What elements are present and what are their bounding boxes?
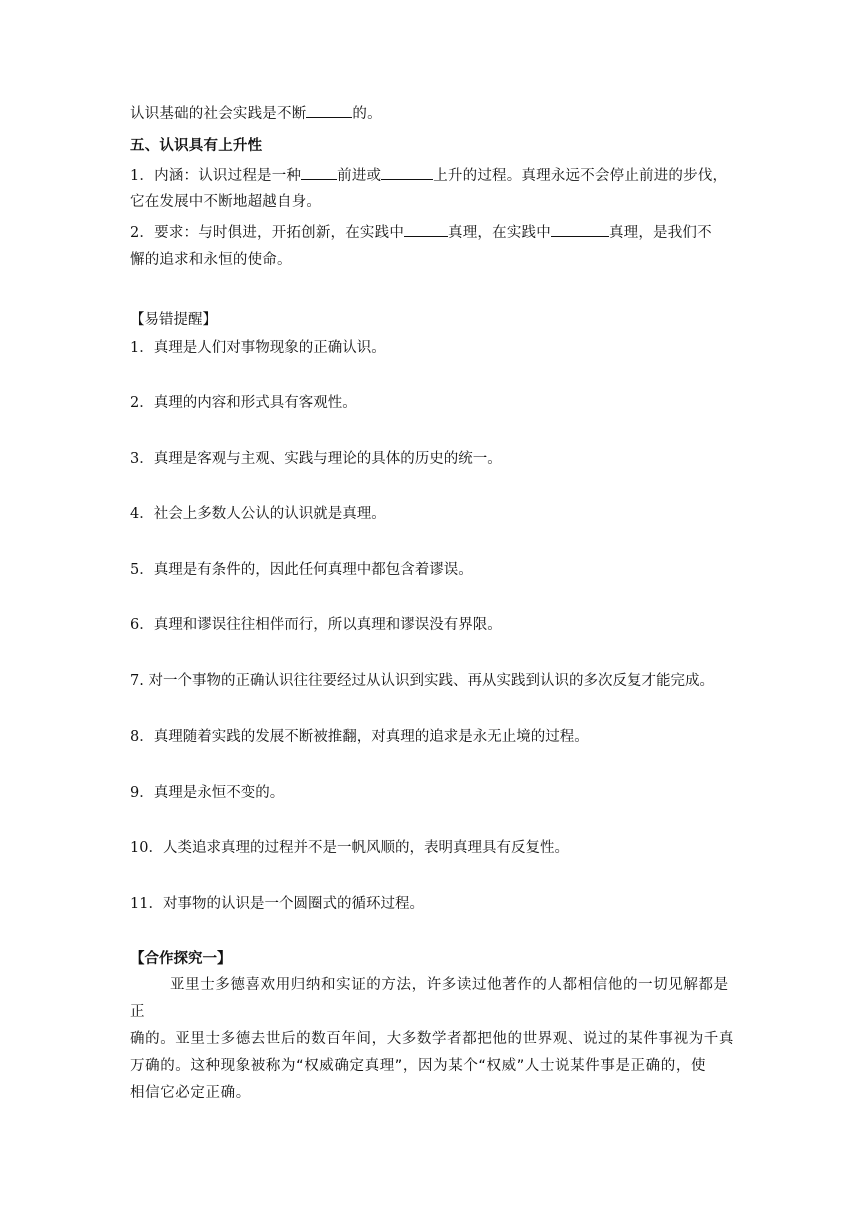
reminder-item: 7. 对一个事物的正确认识往往要经过从认识到实践、再从实践到认识的多次反复才能完成。 <box>130 673 714 689</box>
connotation-after: 上升的过程。真理永远不会停止前进的步伐， <box>433 168 728 184</box>
connotation-line-2: 它在发展中不断地超越自身。 <box>130 194 322 210</box>
reminder-item: 6．真理和谬误往往相伴而行，所以真理和谬误没有界限。 <box>130 617 502 633</box>
reminder-item: 3．真理是客观与主观、实践与理论的具体的历史的统一。 <box>130 451 502 467</box>
reminder-item: 5．真理是有条件的，因此任何真理中都包含着谬误。 <box>130 562 473 578</box>
connotation-prefix: 1．内涵：认识过程是一种 <box>130 168 302 184</box>
requirement-prefix: 2．要求：与时俱进，开拓创新，在实践中 <box>130 225 405 241</box>
fill-blank[interactable] <box>306 103 352 118</box>
explore-title: 【合作探究一】 <box>130 951 232 967</box>
requirement-after: 真理，是我们不 <box>608 225 712 241</box>
fill-blank[interactable] <box>301 165 337 180</box>
paragraph-line: 相信它必定正确。 <box>130 1085 251 1101</box>
reminder-item: 10．人类追求真理的过程并不是一帆风顺的，表明真理具有反复性。 <box>130 840 569 856</box>
reminder-item: 2．真理的内容和形式具有客观性。 <box>130 395 357 411</box>
practice-text-after: 的。 <box>352 106 382 122</box>
paragraph-line: 亚里士多德喜欢用归纳和实证的方法，许多读过他著作的人都相信他的一切见解都是正 <box>130 977 729 1020</box>
reminder-item: 4．社会上多数人公认的认识就是真理。 <box>130 506 386 522</box>
fill-blank[interactable] <box>381 165 433 180</box>
practice-sentence <box>130 103 740 124</box>
reminder-item: 8．真理随着实践的发展不断被推翻，对真理的追求是永无止境的过程。 <box>130 729 589 745</box>
paragraph-line: 万确的。这种现象被称为“权威确定真理”，因为某个“权威”人士说某件事是正确的，使 <box>130 1058 707 1074</box>
reminder-item: 1．真理是人们对事物现象的正确认识。 <box>130 340 386 356</box>
requirement-line-2: 懈的追求和永恒的使命。 <box>130 252 292 268</box>
reminder-item: 11．对事物的认识是一个圆圈式的循环过程。 <box>130 896 424 912</box>
fill-blank[interactable] <box>404 222 448 237</box>
practice-text-before: 认识基础的社会实践是不断 <box>130 106 307 122</box>
section-heading-5: 五、认识具有上升性 <box>130 138 263 154</box>
fill-blank[interactable] <box>551 222 609 237</box>
reminder-item: 9．真理是永恒不变的。 <box>130 785 285 801</box>
paragraph-line: 确的。亚里士多德去世后的数百年间，大多数学者都把他的世界观、说过的某件事视为千真 <box>130 1031 734 1047</box>
requirement-line-1 <box>130 222 740 243</box>
connotation-line-1 <box>130 165 740 186</box>
requirement-mid: 真理，在实践中 <box>448 225 551 241</box>
reminder-title: 【易错提醒】 <box>130 312 217 328</box>
connotation-mid: 前进或 <box>337 168 382 184</box>
explore-paragraph <box>130 972 735 1107</box>
